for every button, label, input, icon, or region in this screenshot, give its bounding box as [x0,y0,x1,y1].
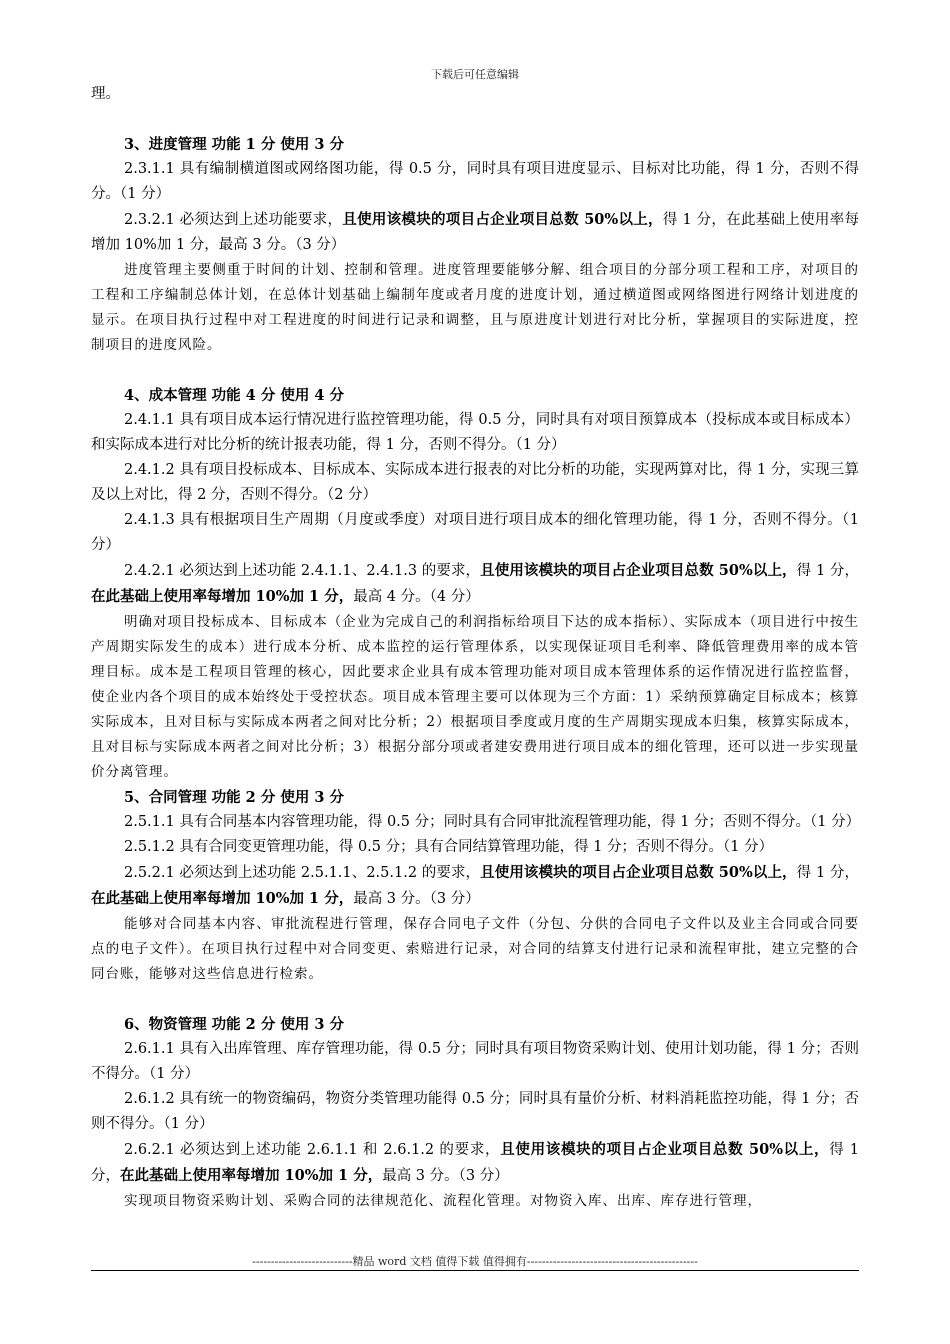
item-text: 最高 4 分。（4 分） [353,589,480,605]
item-2-4-1-1: 2.4.1.1 具有项目成本运行情况进行监控管理功能，得 0.5 分，同时具有对项目预算成本（投标成本或目标成本）和实际成本进行对比分析的统计报表功能，得 1 分，否则不得分。（1 分） [91,412,859,453]
item-text: 2.3.2.1 必须达到上述功能要求， [124,212,343,228]
item-bold-text: 且使用该模块的项目占企业项目总数 50%以上， [480,864,797,881]
item-text: 得 1 分，在此基础上使用率每增加 10%加 1 分，最高 3 分。（3 分） [91,212,859,253]
spacer [91,358,859,383]
item-2-4-2-1 [91,558,859,610]
item-text: 2.4.2.1 必须达到上述功能 2.4.1.1、2.4.1.3 的要求， [124,563,481,579]
section-description-materials: 实现项目物资采购计划、采购合同的法律规范化、流程化管理。对物资入库、出库、库存进行管理， [124,1193,762,1209]
item-bold-text: 在此基础上使用率每增加 10%加 1 分， [120,1167,383,1184]
section-heading-materials: 6、物资管理 功能 2 分 使用 3 分 [124,1016,345,1033]
item-text: 最高 3 分。（3 分） [353,891,480,907]
item-bold-text: 且使用该模块的项目占企业项目总数 50%以上， [342,211,663,228]
item-2-3-2-1 [91,207,859,258]
item-2-3-1-1: 2.3.1.1 具有编制横道图或网络图功能，得 0.5 分，同时具有项目进度显示、目标对比功能，得 1 分，否则不得分。（1 分） [91,161,859,202]
item-text: 得 1 分， [796,563,859,579]
item-bold-text: 在此基础上使用率每增加 10%加 1 分， [91,588,354,605]
section-description-schedule: 进度管理主要侧重于时间的计划、控制和管理。进度管理要能够分解、组合项目的分部分项工程和工序，对项目的工程和工序编制总体计划，在总体计划基础上编制年度或者月度的进度计划，通过横道图或网络图进行网络计划进度的显示。在项目执行过程中对工程进度的时间进行记录和调整，且与原进度计划进行对比分析，掌握项目的实际进度，控制项目的进度风险。 [91,262,859,353]
spacer [91,987,859,1012]
item-bold-text: 且使用该模块的项目占企业项目总数 50%以上， [480,562,797,579]
item-bold-text: 在此基础上使用率每增加 10%加 1 分， [91,890,354,907]
item-bold-text: 且使用该模块的项目占企业项目总数 50%以上， [500,1141,830,1158]
page-header: 下载后可任意编辑 [431,68,519,81]
item-2-4-1-2: 2.4.1.2 具有项目投标成本、目标成本、实际成本进行报表的对比分析的功能，实现两算对比，得 1 分，实现三算及以上对比，得 2 分，否则不得分。（2 分） [91,462,859,503]
item-text: 2.6.2.1 必须达到上述功能 2.6.1.1 和 2.6.1.2 的要求， [124,1142,501,1158]
item-text: 得 1 分， [91,1142,859,1184]
item-2-4-1-3: 2.4.1.3 具有根据项目生产周期（月度或季度）对项目进行项目成本的细化管理功能，得 1 分，否则不得分。（1 分） [91,512,859,553]
paragraph-continuation: 理。 [91,86,120,102]
item-2-6-2-1 [91,1137,859,1189]
spacer [91,107,859,132]
item-2-5-1-2: 2.5.1.2 具有合同变更管理功能，得 0.5 分；具有合同结算管理功能，得 1 分；否则不得分。（1 分） [124,839,774,855]
item-2-6-1-2: 2.6.1.2 具有统一的物资编码，物资分类管理功能得 0.5 分；同时具有量价分析、材料消耗监控功能，得 1 分；否则不得分。（1 分） [91,1091,859,1132]
section-heading-contract: 5、合同管理 功能 2 分 使用 3 分 [124,789,345,806]
footer-divider [91,1270,859,1271]
item-text: 最高 3 分。（3 分） [382,1168,509,1184]
section-description-contract: 能够对合同基本内容、审批流程进行管理，保存合同电子文件（分包、分供的合同电子文件以及业主合同或合同要点的电子文件）。在项目执行过程中对合同变更、索赔进行记录，对合同的结算支付进行记录和流程审批，建立完整的合同台账，能够对这些信息进行检索。 [91,916,859,982]
document-body [91,82,859,1214]
section-heading-schedule: 3、进度管理 功能 1 分 使用 3 分 [124,136,345,153]
item-2-5-2-1 [91,860,859,912]
item-2-6-1-1: 2.6.1.1 具有入出库管理、库存管理功能，得 0.5 分；同时具有项目物资采购计划、使用计划功能，得 1 分；否则不得分。（1 分） [91,1041,859,1082]
item-text: 得 1 分， [796,865,859,881]
item-text: 2.5.2.1 必须达到上述功能 2.5.1.1、2.5.1.2 的要求， [124,865,481,881]
page-footer: ---------------------------精品 word 文档 值得下载 值得拥有---------------------------------------------- [252,1255,698,1268]
section-heading-cost: 4、成本管理 功能 4 分 使用 4 分 [124,387,345,404]
section-description-cost: 明确对项目投标成本、目标成本（企业为完成自己的利润指标给项目下达的成本指标）、实际成本（项目进行中按生产周期实际发生的成本）进行成本分析、成本监控的运行管理体系，以实现保证项目毛利率、降低管理费用率的成本管理目标。成本是工程项目管理的核心，因此要求企业具有成本管理功能对项目成本管理体系的运作情况进行监控监督，使企业内各个项目的成本始终处于受控状态。项目成本管理主要可以体现为三个方面：1）采纳预算确定目标成本；核算实际成本，且对目标与实际成本两者之间对比分析；2）根据项目季度或月度的生产周期实现成本归集，核算实际成本，且对目标与实际成本两者之间对比分析；3）根据分部分项或者建安费用进行项目成本的细化管理，还可以进一步实现量价分离管理。 [91,614,859,780]
item-2-5-1-1: 2.5.1.1 具有合同基本内容管理功能，得 0.5 分；同时具有合同审批流程管理功能，得 1 分；否则不得分。（1 分） [124,814,861,830]
